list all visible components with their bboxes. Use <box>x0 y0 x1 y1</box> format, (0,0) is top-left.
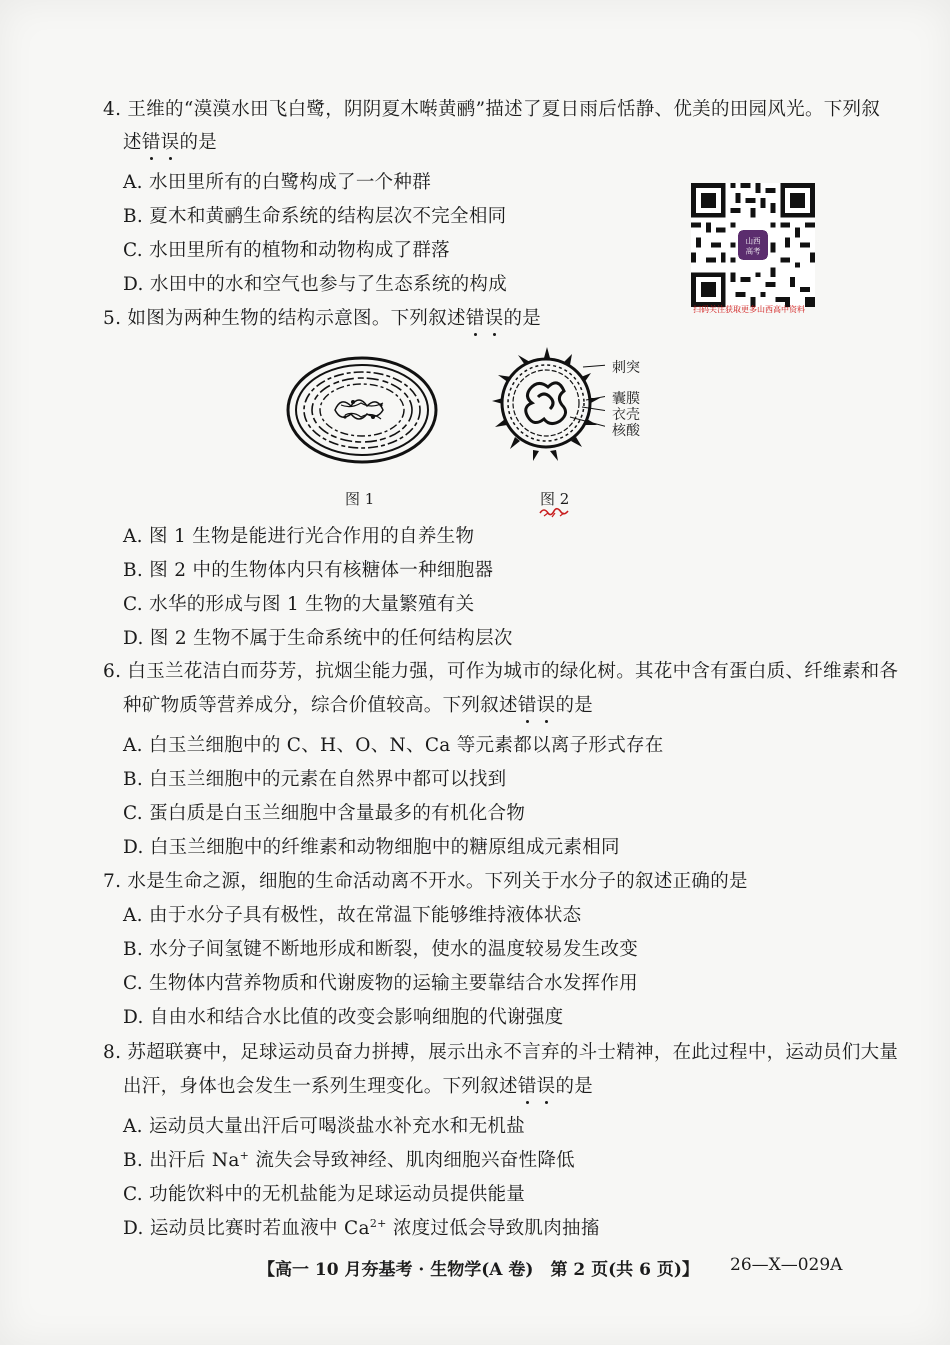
virus-label-spike: 刺突 <box>612 360 640 376</box>
q8-option-c: C. 功能饮料中的无机盐能为足球运动员提供能量 <box>123 1184 526 1205</box>
qr-center-text: 山西 <box>745 236 761 246</box>
svg-text:高考: 高考 <box>745 246 761 256</box>
figure1-cyanobacterium <box>285 355 439 465</box>
q4-option-a: A. 水田里所有的白鹭构成了一个种群 <box>123 172 432 193</box>
q6-option-b: B. 白玉兰细胞中的元素在自然界中都可以找到 <box>123 769 507 790</box>
q5-stem: 5. 如图为两种生物的结构示意图。下列叙述错误的是 <box>103 308 542 329</box>
q8-stem-line2: 出汗，身体也会发生一系列生理变化。下列叙述错误的是 <box>123 1076 594 1097</box>
q6-stem-line2: 种矿物质等营养成分，综合价值较高。下列叙述错误的是 <box>123 695 594 716</box>
q4-stem-line2: 述错误的是 <box>123 132 218 153</box>
q7-stem: 7. 水是生命之源，细胞的生命活动离不开水。下列关于水分子的叙述正确的是 <box>103 871 748 892</box>
q8-stem-line1: 8. 苏超联赛中，足球运动员奋力拼搏，展示出永不言弃的斗士精神，在此过程中，运动员们大量 <box>103 1042 899 1063</box>
q5-option-a: A. 图 1 生物是能进行光合作用的自养生物 <box>123 526 475 547</box>
q5-option-b: B. 图 2 中的生物体内只有核糖体一种细胞器 <box>123 560 494 581</box>
q4-option-b: B. 夏木和黄鹂生命系统的结构层次不完全相同 <box>123 206 507 227</box>
footer-code: 26—X—029A <box>730 1255 843 1275</box>
figure2-virus <box>490 345 605 475</box>
q7-option-d: D. 自由水和结合水比值的改变会影响细胞的代谢强度 <box>123 1007 564 1028</box>
q7-option-c: C. 生物体内营养物质和代谢废物的运输主要靠结合水发挥作用 <box>123 973 638 994</box>
q7-option-b: B. 水分子间氢键不断地形成和断裂，使水的温度较易发生改变 <box>123 939 639 960</box>
q8-option-a: A. 运动员大量出汗后可喝淡盐水补充水和无机盐 <box>123 1116 526 1137</box>
q6-stem-line1: 6. 白玉兰花洁白而芬芳，抗烟尘能力强，可作为城市的绿化树。其花中含有蛋白质、纤维素和各 <box>103 661 899 682</box>
virus-label-nucleic-acid: 核酸 <box>612 423 640 439</box>
q5-option-d: D. 图 2 生物不属于生命系统中的任何结构层次 <box>123 628 513 649</box>
q6-option-c: C. 蛋白质是白玉兰细胞中含量最多的有机化合物 <box>123 803 526 824</box>
virus-label-envelope: 囊膜 <box>612 391 640 407</box>
footer-exam-info: 【高一 10 月夯基考 · 生物学(A 卷) 第 2 页(共 6 页)】 <box>258 1260 699 1280</box>
qr-caption: 扫码关注获取更多山西高中资料 <box>693 305 805 314</box>
q8-option-b: B. 出汗后 Na+ 流失会导致神经、肌肉细胞兴奋性降低 <box>123 1148 575 1171</box>
q8-option-d: D. 运动员比赛时若血液中 $Ca^{2+}$ 浓度过低会导致肌肉抽搐 <box>123 1216 600 1239</box>
figure1-label: 图 1 <box>345 490 375 508</box>
figure2-label: 图 2 <box>540 490 570 508</box>
q4-stem-line1: 4. 王维的“漠漠水田飞白鹭，阴阴夏木啭黄鹂”描述了夏日雨后恬静、优美的田园风光。下列叙 <box>103 99 881 120</box>
virus-label-capsid: 衣壳 <box>612 407 640 423</box>
qr-code[interactable] <box>691 183 815 307</box>
q4-option-c: C. 水田里所有的植物和动物构成了群落 <box>123 240 450 261</box>
q7-option-a: A. 由于水分子具有极性，故在常温下能够维持液体状态 <box>123 905 582 926</box>
q4-option-d: D. 水田中的水和空气也参与了生态系统的构成 <box>123 274 508 295</box>
q6-option-d: D. 白玉兰细胞中的纤维素和动物细胞中的糖原组成元素相同 <box>123 837 620 858</box>
red-mark <box>538 505 570 519</box>
q6-option-a: A. 白玉兰细胞中的 C、H、O、N、Ca 等元素都以离子形式存在 <box>123 735 664 756</box>
q5-option-c: C. 水华的形成与图 1 生物的大量繁殖有关 <box>123 594 475 615</box>
